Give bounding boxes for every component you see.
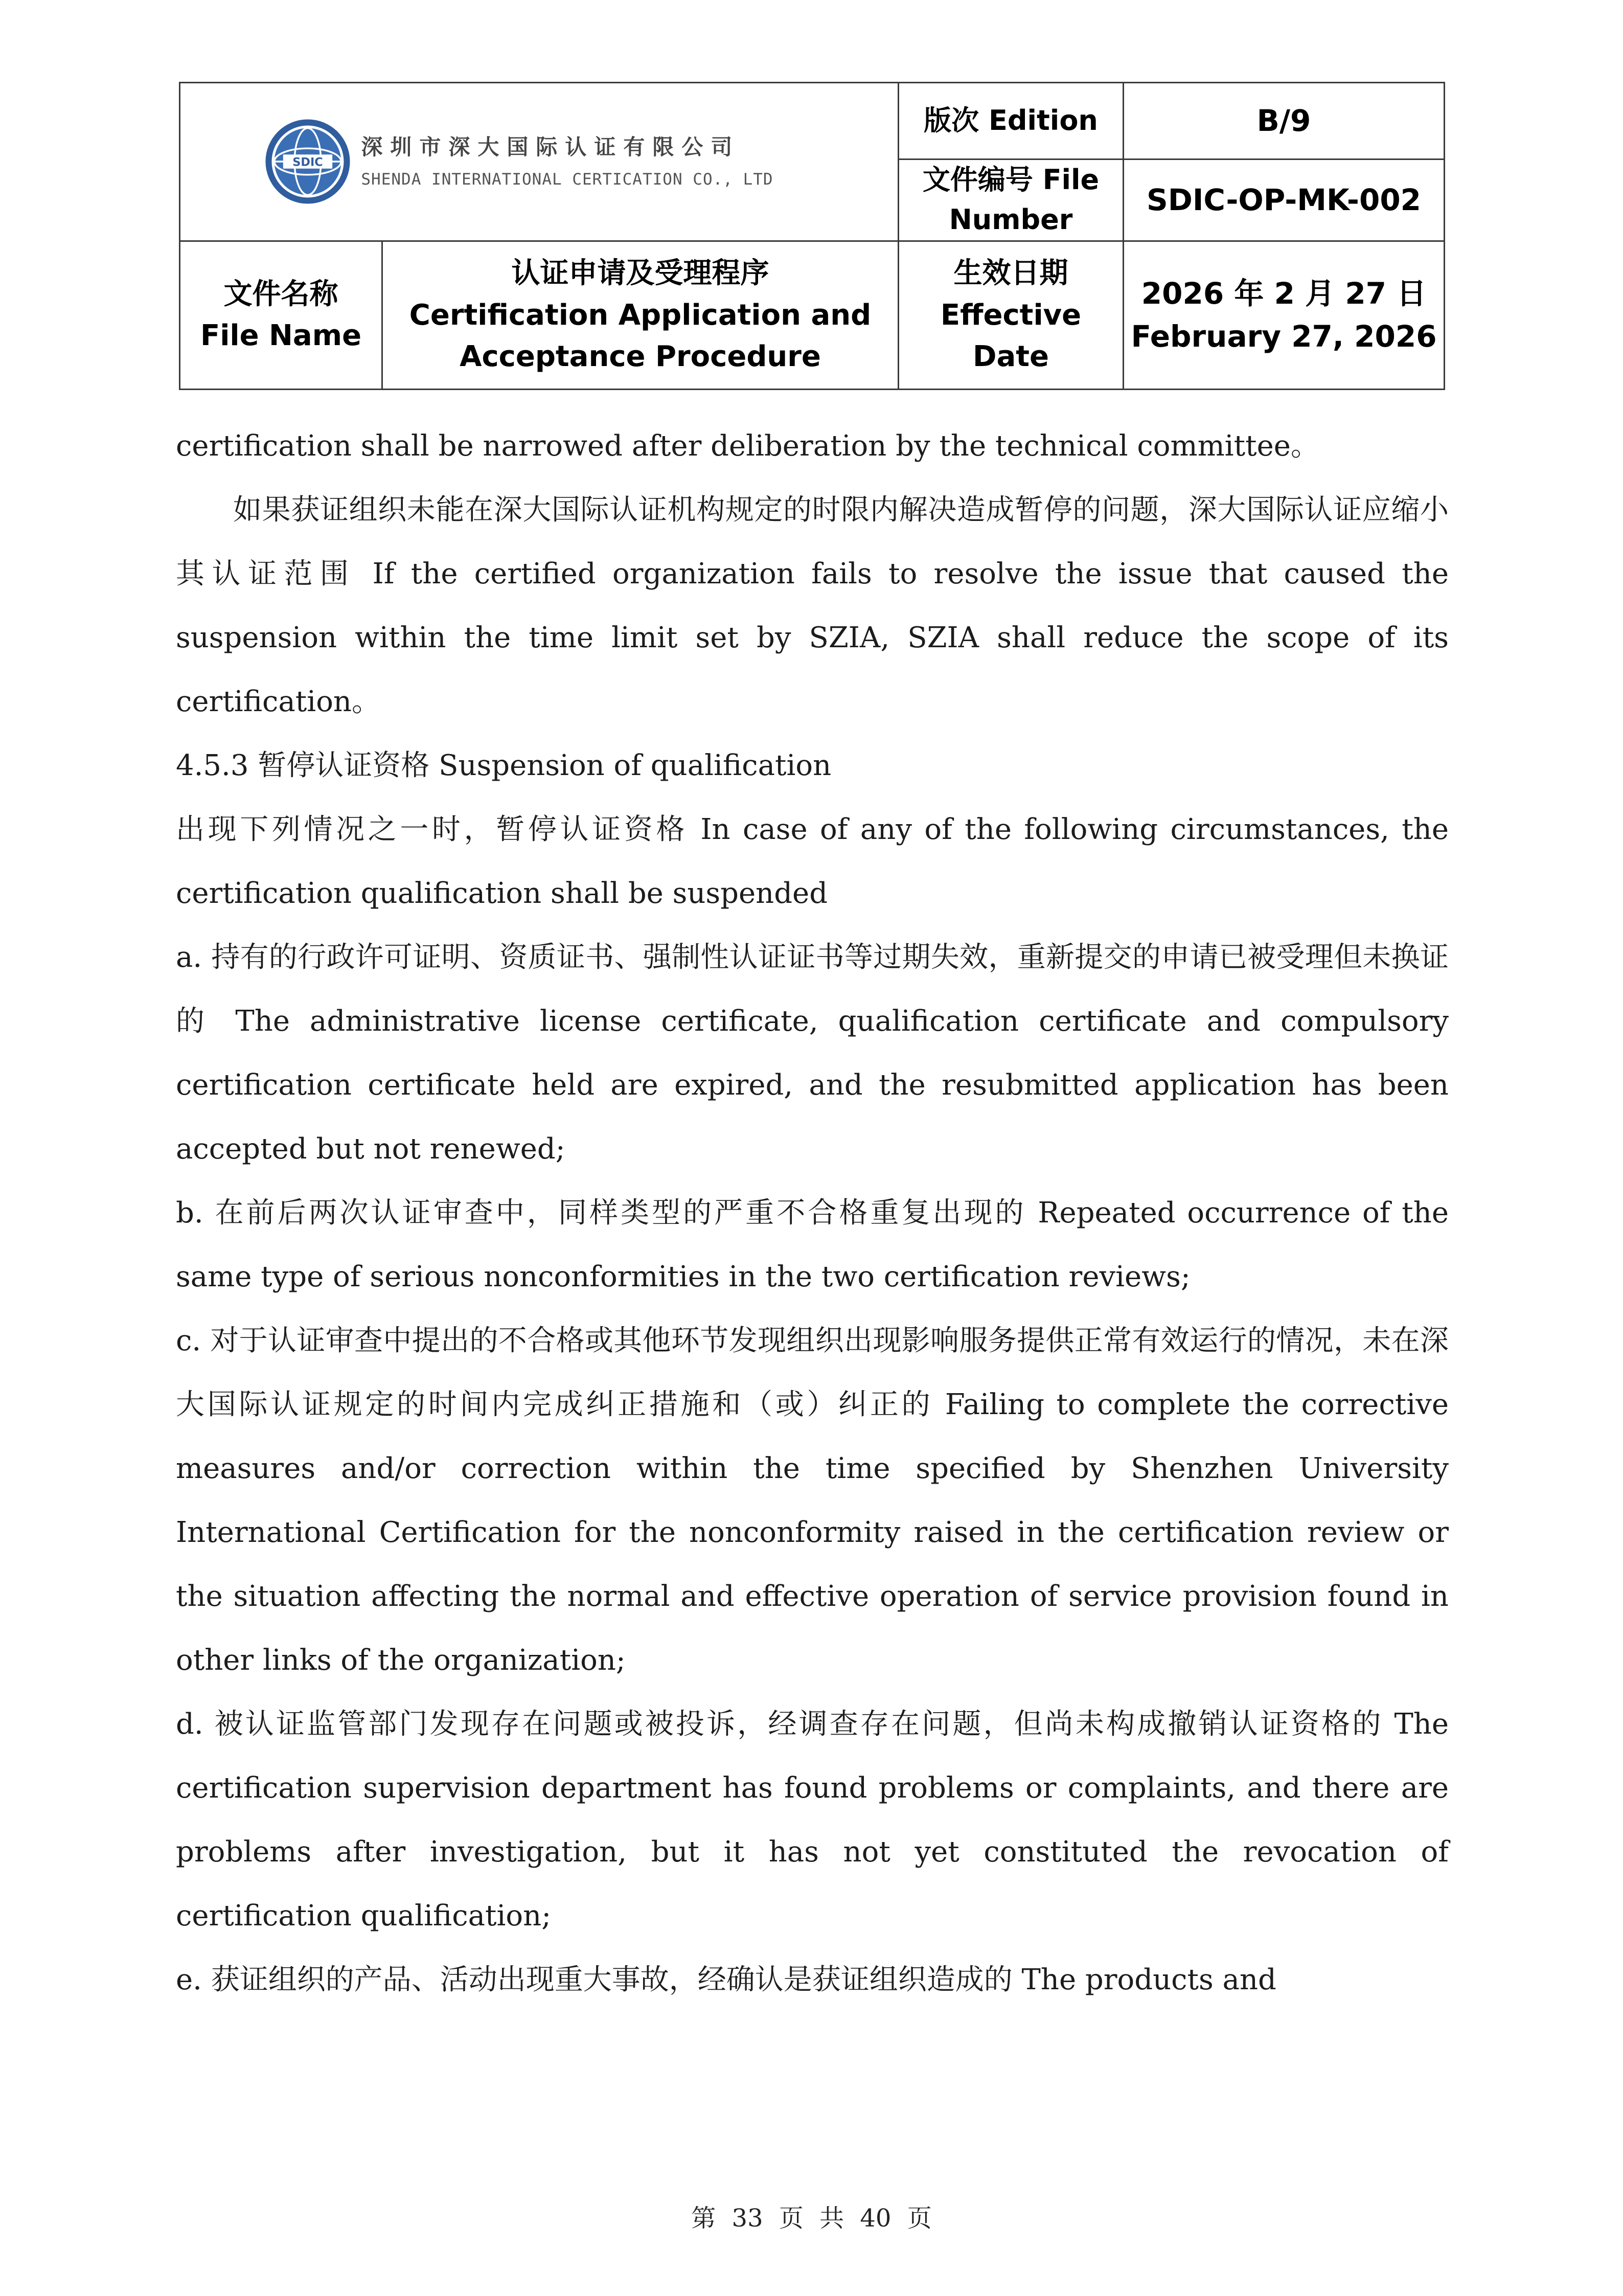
list-item: e. 获证组织的产品、活动出现重大事故，经确认是获证组织造成的 The products and (176, 1963, 1276, 1996)
effective-date-label: 生效日期 Effective Date (899, 241, 1124, 389)
company-logo (140, 118, 898, 206)
file-number-label: 文件编号 File Number (899, 160, 1124, 241)
paragraph: 如果获证组织未能在深大国际认证机构规定的时限内解决造成暂停的问题，深大国际认证应缩小其认证范围 If the certified organization fails to resolve the issue that caused the suspension within the time limit set by SZIA, SZIA shall reduce the scope of its certification。 (176, 493, 1449, 718)
list-item: a. 持有的行政许可证明、资质证书、强制性认证证书等过期失效，重新提交的申请已被受理但未换证的 The administrative license certificate, qualification certificate and compulsory certification certificate held are expired, and the resubmitted application has been accepted but not renewed; (176, 941, 1449, 1166)
list-item: d. 被认证监管部门发现存在问题或被投诉，经调查存在问题，但尚未构成撤销认证资格的 The certification supervision department has found problems or complaints, and there are problems after investigation, but it has not yet constituted the revocation of certification qualification; (176, 1708, 1449, 1933)
company-seal-icon (264, 118, 352, 206)
page-number: 第 33 页 共 40 页 (691, 2204, 932, 2233)
company-logo-cell (180, 83, 899, 241)
company-name-en: SHENDA INTERNATIONAL CERTICATION CO., LTD (361, 170, 773, 189)
file-name-label: 文件名称 File Name (180, 241, 382, 389)
file-number-value: SDIC-OP-MK-002 (1124, 160, 1445, 241)
effective-date-value: 2026 年 2 月 27 日 February 27, 2026 (1124, 241, 1445, 389)
paragraph: certification shall be narrowed after deliberation by the technical committee。 (176, 429, 1319, 463)
document-header-table (179, 82, 1445, 390)
file-name-value: 认证申请及受理程序 Certification Application and Acceptance Procedure (382, 241, 899, 389)
company-name-cn: 深圳市深大国际认证有限公司 (361, 134, 740, 160)
svg-text:SDIC: SDIC (292, 155, 324, 169)
edition-value: B/9 (1124, 83, 1445, 160)
edition-label: 版次 Edition (899, 83, 1124, 160)
document-body (176, 414, 1449, 2012)
list-item: c. 对于认证审查中提出的不合格或其他环节发现组织出现影响服务提供正常有效运行的情况，未在深大国际认证规定的时间内完成纠正措施和（或）纠正的 Failing to complete the corrective measures and/or correction within the time specified by Shenzhen University International Certification for the nonconformity raised in the certification review or the situation affecting the normal and effective operation of service provision found in other links of the organization; (176, 1324, 1449, 1677)
list-item: b. 在前后两次认证审查中，同样类型的严重不合格重复出现的 Repeated occurrence of the same type of serious nonconformities in the two certification reviews; (176, 1196, 1449, 1293)
paragraph: 出现下列情况之一时，暂停认证资格 In case of any of the following circumstances, the certification qualification shall be suspended (176, 813, 1449, 910)
section-heading: 4.5.3 暂停认证资格 Suspension of qualification (176, 749, 832, 782)
